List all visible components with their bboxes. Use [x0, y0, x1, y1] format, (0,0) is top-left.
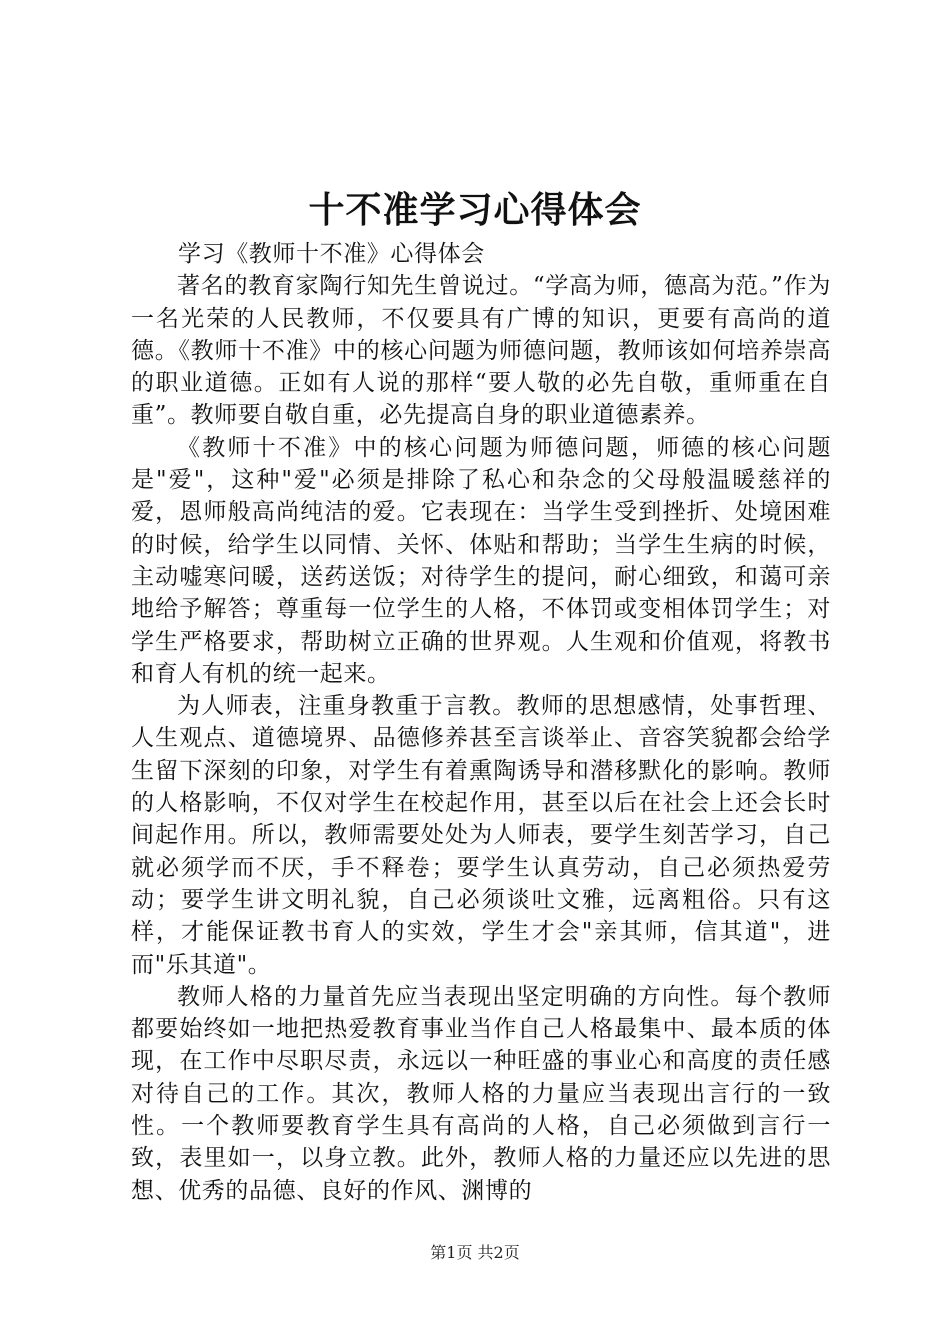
page-number-footer: 第1页 共2页 [430, 1243, 520, 1262]
paragraph-1: 著名的教育家陶行知先生曾说过。“学高为师，德高为范。”作为一名光荣的人民教师，不仅要具有广博的知识，更要有高尚的道德。《教师十不准》中的核心问题为师德问题，教师该如何培养崇高的职业道德。正如有人说的那样“要人敬的必先自敬，重师重在自重”。教师要自敬自重，必先提高自身的职业道德素养。 [131, 273, 831, 429]
document-title: 十不准学习心得体会 [308, 189, 642, 231]
paragraph-2: 《教师十不准》中的核心问题为师德问题，师德的核心问题是"爱"，这种"爱"必须是排除了私心和杂念的父母般温暖慈祥的爱，恩师般高尚纯洁的爱。它表现在：当学生受到挫折、处境困难的时候，给学生以同情、关怀、体贴和帮助；当学生生病的时候，主动嘘寒问暖，送药送饭；对待学生的提问，耐心细致，和蔼可亲地给予解答；尊重每一位学生的人格，不体罚或变相体罚学生；对学生严格要求，帮助树立正确的世界观。人生观和价值观，将教书和育人有机的统一起来。 [131, 434, 831, 687]
paragraph-3: 为人师表，注重身教重于言教。教师的思想感情，处事哲理、人生观点、道德境界、品德修养甚至言谈举止、音容笑貌都会给学生留下深刻的印象，对学生有着熏陶诱导和潜移默化的影响。教师的人格影响，不仅对学生在校起作用，甚至以后在社会上还会长时间起作用。所以，教师需要处处为人师表，要学生刻苦学习，自己就必须学而不厌，手不释卷；要学生认真劳动，自己必须热爱劳动；要学生讲文明礼貌，自己必须谈吐文雅，远离粗俗。只有这样，才能保证教书育人的实效，学生才会"亲其师，信其道"，进而"乐其道"。 [131, 693, 831, 978]
paragraph-4: 教师人格的力量首先应当表现出坚定明确的方向性。每个教师都要始终如一地把热爱教育事业当作自己人格最集中、最本质的体现，在工作中尽职尽责，永远以一种旺盛的事业心和高度的责任感对待自己的工作。其次，教师人格的力量应当表现出言行的一致性。一个教师要教育学生具有高尚的人格，自己必须做到言行一致，表里如一，以身立教。此外，教师人格的力量还应以先进的思想、优秀的品德、良好的作风、渊博的 [131, 983, 831, 1204]
document-subtitle: 学习《教师十不准》心得体会 [178, 241, 485, 267]
document-body [131, 238, 831, 1207]
